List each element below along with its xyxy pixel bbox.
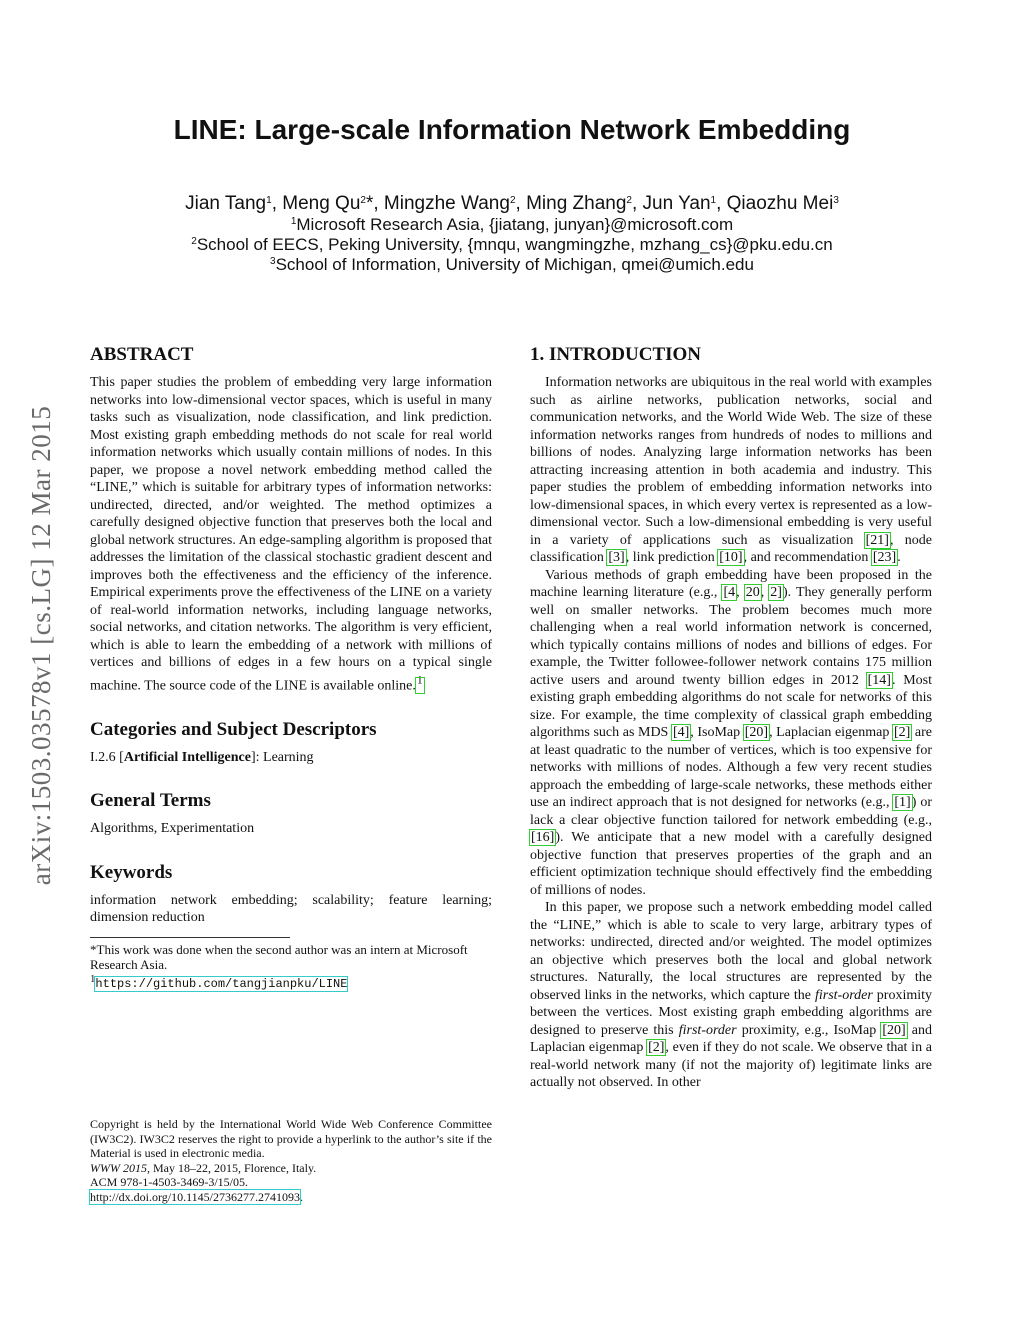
keywords-text: information network embedding; scalability; feature learning; dimension reduction [90,892,492,926]
keywords-heading: Keywords [90,861,173,883]
intro-paragraph-1: Information networks are ubiquitous in the real world with examples such as airline networks, publication networks, social and communication networks, and the World Wide Web. The size of these information networks ranges from hundreds of nodes to millions and billions of nodes. Analyzing large information networks has been attracting increasing attention in both academia and industry. This paper studies the problem of embedding information networks into low-dimensional spaces, in which every vertex is represented as a low-dimensional vector. Such a low-dimensional embedding is very useful in a variety of applications such as visualization [21], node classification [3], link prediction [10], and recommendation [23]. [530,375,932,565]
footnote-star: *This work was done when the second author was an intern at Microsoft Research Asia. [90,941,468,972]
abstract-text: This paper studies the problem of embedding very large information networks into low-dimensional vector spaces, which is useful in many tasks such as visualization, node classification, and link prediction. Most existing graph embedding methods do not scale for real world information networks which usually contain millions of nodes. In this paper, we propose a novel network embedding method called the “LINE,” which is suitable for arbitrary types of information networks: undirected, directed, and/or weighted. The method optimizes a carefully designed objective function that preserves both the local and global network structures. An edge-sampling algorithm is proposed that addresses the limitation of the classical stochastic gradient descent and improves both the effectiveness and the efficiency of the inference. Empirical experiments prove the effectiveness of the LINE on a variety of real-world information networks, including language networks, social networks, and citation networks. The algorithm is very efficient, which is able to learn the embedding of a network with millions of vertices and billions of edges in a few hours on a typical single machine. The source code of the LINE is available online.$^1$ [90,375,492,694]
general-terms-heading: General Terms [90,790,211,812]
intro-paragraph-3: In this paper, we propose such a network embedding model called the “LINE,” which is able to scale to very large, arbitrary types of networks: undirected, directed and/or weighted. The model optimizes an objective which preserves both the local and global network structures. Naturally, the local structures are represented by the observed links in the networks, which capture the first-order proximity between the vertices. Most existing graph embedding algorithms are designed to preserve this first-order proximity, e.g., IsoMap [20] and Laplacian eigenmap [2], even if they do not scale. We observe that in a real-world network many (if not the majority of) legitimate links are actually not observed. In other [530,900,933,1090]
general-terms-text: Algorithms, Experimentation [90,821,255,837]
footnote-rule [90,937,290,938]
affiliation-2: $^2$School of EECS, Peking University, {mnqu, wangmingzhe, mzhang_cs}@pku.edu.cn [191,235,833,254]
paper-title: LINE: Large-scale Information Network Embedding [173,114,851,145]
affiliation-3: $^3$School of Information, University of Michigan, qmei@umich.edu [270,255,754,274]
introduction-heading: 1. INTRODUCTION [530,344,702,365]
intro-paragraph-2: Various methods of graph embedding have been proposed in the machine learning literature (e.g., [4, 20, 2]). They generally perform well on smaller networks. The problem becomes much more challenging when a real world information network is concerned, which typically contains millions of nodes and billions of edges. For example, the Twitter followee-follower network contains 175 million active users and around twenty billion edges in 2012 [14]. Most existing graph embedding algorithms do not scale for networks of this size. For example, the time complexity of classical graph embedding algorithms such as MDS [4], IsoMap [20], Laplacian eigenmap [2] are at least quadratic to the number of vertices, which is too expensive for networks with millions of nodes. Although a few very recent studies approach the embedding of large-scale networks, these methods either use an indirect approach that is not designed for networks (e.g., [1]) or lack a clear objective function tailored for network embedding (e.g., [16]). We anticipate that a new model with a carefully designed objective function that preserves properties of the graph and an efficient optimization technique should effectively find the embedding of millions of nodes. [530,567,933,898]
left-column [90,344,492,992]
author-names: Jian Tang$^1$, Meng Qu$^2$*, Mingzhe Wang$^2$, Ming Zhang$^2$, Jun Yan$^1$, Qiaozhu Mei$^3$ [185,193,839,214]
arxiv-id: arXiv:1503.03578v1 [cs.LG] 12 Mar 2015 [26,405,57,885]
abstract-heading: ABSTRACT [90,344,194,365]
arxiv-stamp [10,350,74,940]
affiliation-1: $^1$Microsoft Research Asia, {jiatang, junyan}@microsoft.com [290,215,734,234]
copyright-block: Copyright is held by the International World Wide Web Conference Committee (IW3C2). IW3C2 reserves the right to provide a hyperlink to the author’s site if the Material is used in electronic media. WWW 2015, May 18–22, 2015, Florence, Italy. ACM 978-1-4503-3469-3/15/05. http://dx.doi.org/10.1145/2736277.2741093. [90,1117,492,1204]
footnote-1: $^1$https://github.com/tangjianpku/LINE [90,972,348,991]
author-block [0,194,1024,275]
github-link[interactable]: https://github.com/tangjianpku/LINE [95,976,348,991]
categories-heading: Categories and Subject Descriptors [90,718,377,740]
categories-text: I.2.6 [Artificial Intelligence]: Learning [90,749,314,765]
right-column [530,344,932,1092]
